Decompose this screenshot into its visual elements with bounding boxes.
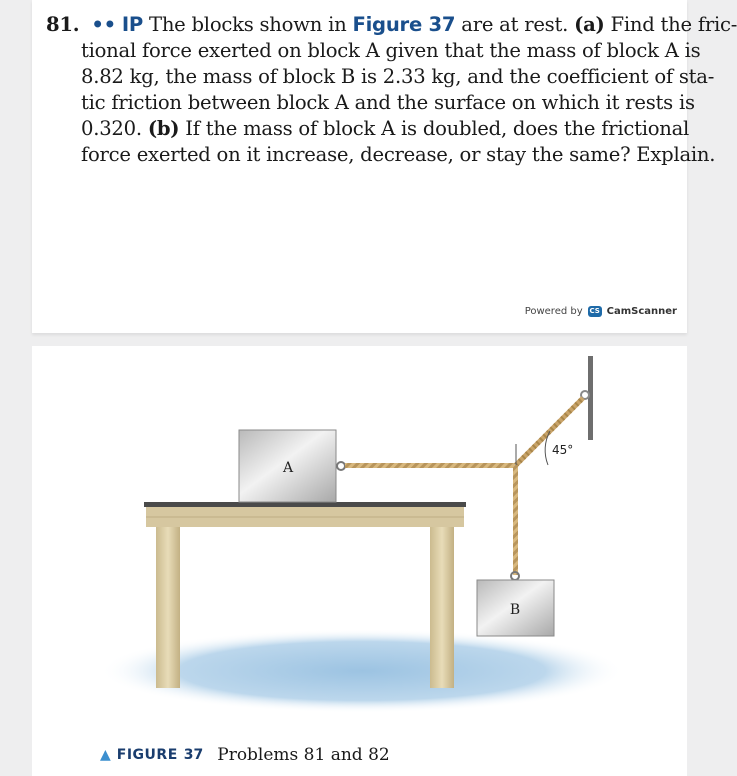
text-fragment: The blocks shown in bbox=[143, 13, 353, 36]
problem-line-2: tional force exerted on block A given that the mass of block A is bbox=[81, 39, 701, 62]
figure-card bbox=[32, 346, 687, 776]
angle-label: 45° bbox=[552, 443, 574, 457]
problem-line-3: 8.82 kg, the mass of block B is 2.33 kg, and the coefficient of sta- bbox=[81, 65, 715, 88]
problem-tag: IP bbox=[121, 13, 144, 36]
figure-caption bbox=[100, 745, 390, 765]
camscanner-watermark bbox=[525, 306, 677, 317]
camscanner-logo-icon: CS bbox=[589, 307, 600, 315]
text-fragment: Find the fric- bbox=[604, 13, 737, 36]
difficulty-dots: •• bbox=[91, 13, 116, 36]
table-leg-right bbox=[430, 527, 454, 688]
problem-line-4: tic friction between block A and the surface on which it rests is bbox=[81, 91, 695, 114]
block-a-hook bbox=[337, 462, 345, 470]
camscanner-name: CamScanner bbox=[606, 306, 677, 317]
block-b-label: B bbox=[509, 602, 521, 618]
problem-number: 81. bbox=[46, 13, 80, 36]
text-fragment: are at rest. bbox=[455, 13, 575, 36]
figure-reference-link[interactable]: Figure 37 bbox=[352, 13, 456, 36]
caption-triangle-icon: ▲ bbox=[100, 747, 111, 763]
table-top-edge bbox=[144, 502, 466, 507]
caption-figure-word: FIGURE bbox=[116, 747, 178, 763]
rope-horizontal bbox=[345, 463, 515, 468]
figure-37-illustration bbox=[32, 346, 687, 776]
part-b-label: (b) bbox=[147, 117, 180, 140]
problem-line-1 bbox=[46, 12, 737, 38]
problem-line-6: force exerted on it increase, decrease, or stay the same? Explain. bbox=[81, 143, 716, 166]
part-a-label: (a) bbox=[574, 13, 605, 36]
block-a-label: A bbox=[282, 460, 294, 476]
problem-statement bbox=[46, 12, 737, 168]
caption-figure-number: 37 bbox=[183, 747, 204, 763]
table-leg-left bbox=[156, 527, 180, 688]
caption-text: Problems 81 and 82 bbox=[217, 745, 390, 765]
text-fragment: 0.320. bbox=[81, 117, 148, 140]
powered-by-text: Powered by bbox=[524, 306, 583, 317]
text-fragment: If the mass of block A is doubled, does the frictional bbox=[179, 117, 690, 140]
problem-line-5 bbox=[46, 116, 690, 142]
rope-vertical bbox=[513, 465, 518, 575]
problem-card bbox=[32, 0, 737, 333]
